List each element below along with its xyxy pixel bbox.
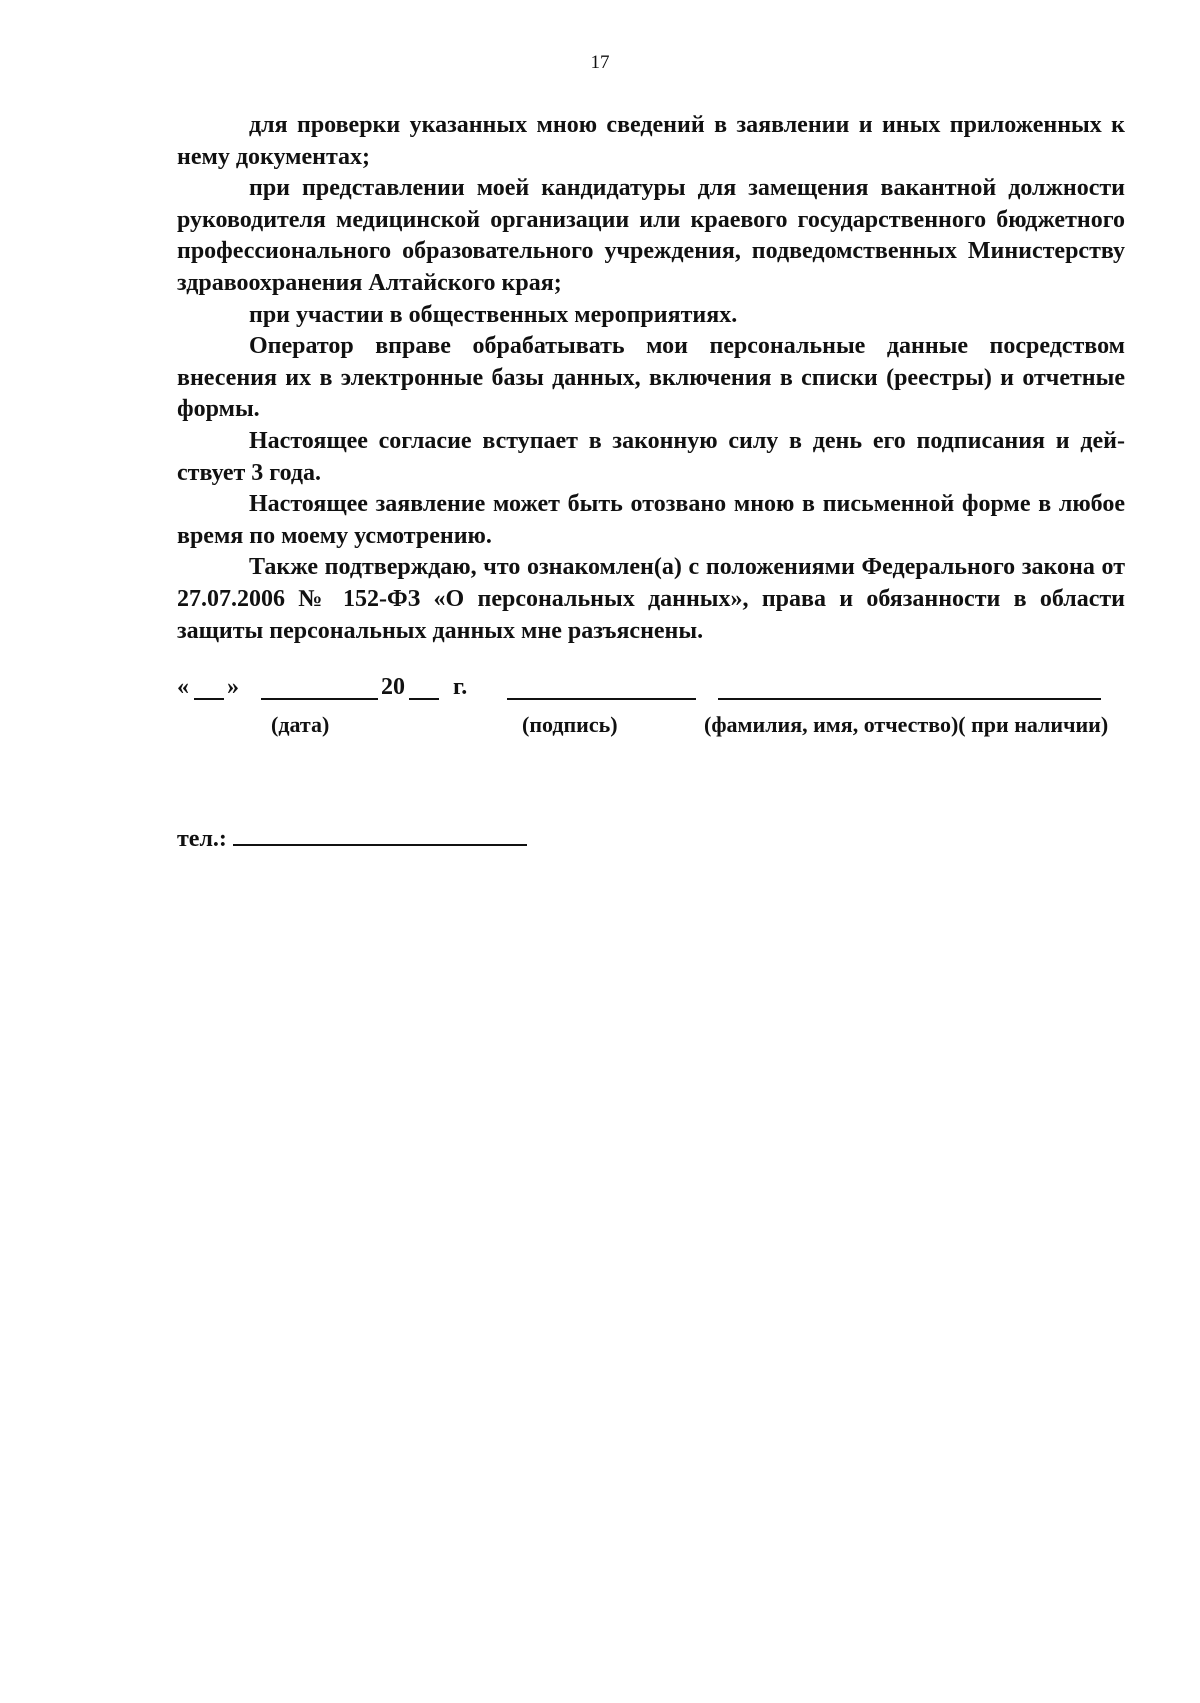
year-field-line[interactable] xyxy=(409,698,439,700)
paragraph-acknowledgement: Также подтверждаю, что ознакомлен(а) с положениями Федерального закона от 27.07.2006 № 152-ФЗ «О персональных данных», права и обязанности в области защиты персональных данных мне разъяснены. xyxy=(177,554,1125,644)
date-open-quote: « xyxy=(177,674,189,700)
full-name-caption: (фамилия, имя, отчество)( при наличии) xyxy=(704,712,1109,737)
paragraph-verification: для проверки указанных мною сведений в заявлении и иных приложенных к нему документах; xyxy=(177,112,1125,170)
paragraph-operator-rights: Оператор вправе обрабатывать мои персональные данные посредством внесения их в электронные базы данных, включения в списки (реестры) и отчетные формы. xyxy=(177,333,1125,423)
signature-row xyxy=(177,672,1125,712)
full-name-field-line[interactable] xyxy=(718,698,1101,700)
paragraph-validity: Настоящее согласие вступает в законную силу в день его подписания и действует 3 года. xyxy=(177,427,1125,486)
phone-field-line[interactable] xyxy=(233,820,527,846)
date-close-quote: » xyxy=(227,674,239,700)
consent-text xyxy=(177,110,1125,647)
year-suffix: г. xyxy=(453,674,468,700)
phone-label: тел.: xyxy=(177,826,227,852)
paragraph-public-events: при участии в общественных мероприятиях. xyxy=(249,301,738,328)
phone-row xyxy=(177,820,527,854)
year-prefix: 20 xyxy=(381,674,405,700)
signature-field-line[interactable] xyxy=(507,698,696,700)
day-field-line[interactable] xyxy=(194,698,224,700)
date-caption: (дата) xyxy=(271,712,330,737)
paragraph-revocation: Настоящее заявление может быть отозвано мною в письменной форме в любое время по моему усмотрению. xyxy=(177,491,1125,549)
paragraph-candidacy: при представлении моей кандидатуры для замещения вакантной должности руководителя медицинской организации или краевого государственного бюджетного профессионального образовательного учреждения, подведомственных Министерству здравоохранения Алтайского края; xyxy=(177,175,1125,296)
month-field-line[interactable] xyxy=(261,698,378,700)
signature-caption: (подпись) xyxy=(522,712,618,737)
page-number: 17 xyxy=(590,52,610,73)
